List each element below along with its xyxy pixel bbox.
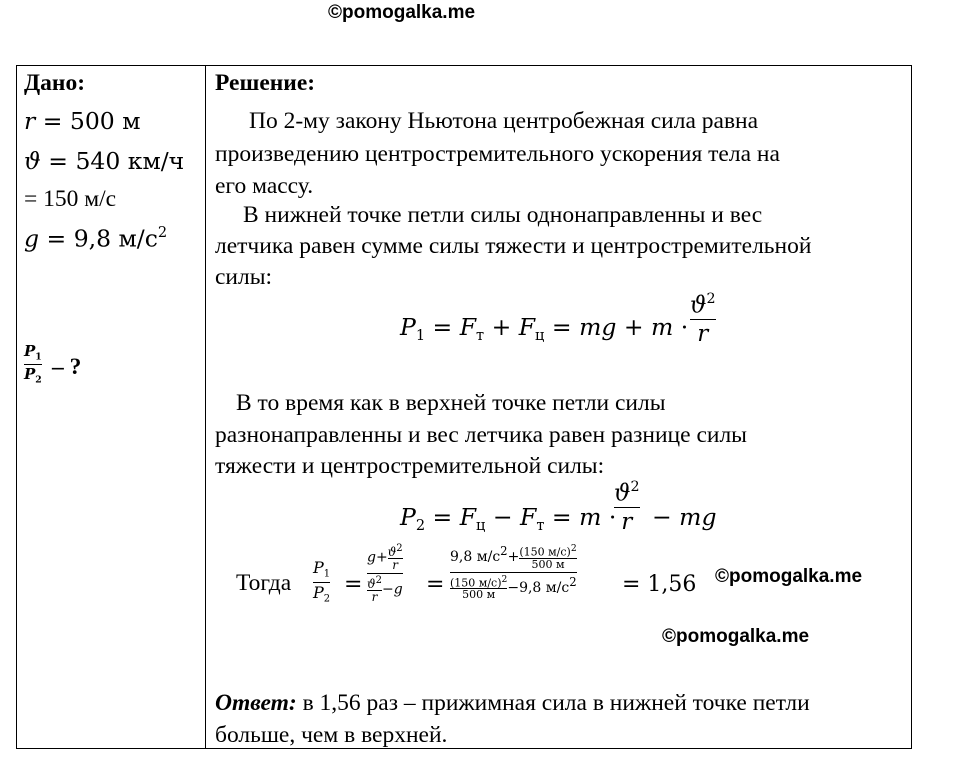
answer-text-1: в 1,56 раз – прижимная сила в нижней точке петли	[302, 690, 810, 716]
ratio-p1-p2: $P_1$ $P_2$	[313, 558, 331, 605]
answer-line2: больше, чем в верхней.	[215, 722, 448, 748]
given-radius: r = 500 м	[24, 107, 141, 135]
formula-p2-fraction: $ϑ^2$ r	[614, 479, 640, 536]
column-divider	[205, 65, 206, 749]
watermark-bottom: ©pomogalka.me	[662, 626, 810, 647]
given-velocity-si: = 150 м/с	[24, 186, 117, 212]
para3-line3: тяжести и центростремительной силы:	[215, 453, 605, 479]
ratio-numeric: 9,8 $м/с^2+$ (150 м/с)$^2$ 500 м (150 м/с)$^2$ 500 м −9,8 $м/с^2$	[450, 543, 577, 602]
watermark-top: ©pomogalka.me	[328, 2, 476, 23]
equals-1: =	[344, 572, 363, 597]
given-velocity: ϑ = 540 км/ч	[24, 147, 185, 175]
answer-line1	[215, 692, 810, 716]
para1-line2: произведению центростремительного ускорения тела на	[215, 141, 780, 167]
ratio-symbolic: g+ $\frac{ϑ^2}{r}$ $\frac{ϑ^2}{r}$ −g	[367, 543, 403, 604]
para2-line1: В нижней точке петли силы однонаправленны и вес	[243, 202, 763, 228]
formula-p2: $P_2 = F_ц - F_т = m$ ·	[400, 503, 617, 535]
watermark-middle: ©pomogalka.me	[715, 566, 863, 587]
find-marker: – ?	[52, 354, 82, 380]
para3-line1: В то время как в верхней точке петли силы	[236, 390, 666, 416]
para1-line3: его массу.	[215, 173, 314, 199]
formula-p1-fraction: $ϑ^2$ r	[690, 291, 716, 348]
formula-p2-tail: − mg	[652, 503, 717, 531]
then-word: Тогда	[236, 570, 292, 596]
solution-heading: Решение:	[215, 70, 316, 96]
answer-label: Ответ:	[215, 690, 297, 716]
para2-line3: силы:	[215, 264, 273, 290]
para2-line2: летчика равен сумме силы тяжести и центростремительной	[215, 233, 812, 259]
formula-p1: $P_1 = F_т + F_ц$ = mg + m ·	[400, 313, 689, 345]
find-ratio: $P_1$ $P_2$	[24, 342, 42, 386]
ratio-result: = 1,56	[622, 572, 697, 597]
equals-2: =	[426, 572, 445, 597]
para3-line2: разнонаправленны и вес летчика равен разнице силы	[215, 422, 747, 448]
given-gravity: g = 9,8 $м/с^2$	[24, 224, 168, 253]
para1-line1: По 2-му закону Ньютона центробежная сила равна	[249, 108, 759, 134]
given-heading: Дано:	[24, 70, 86, 96]
